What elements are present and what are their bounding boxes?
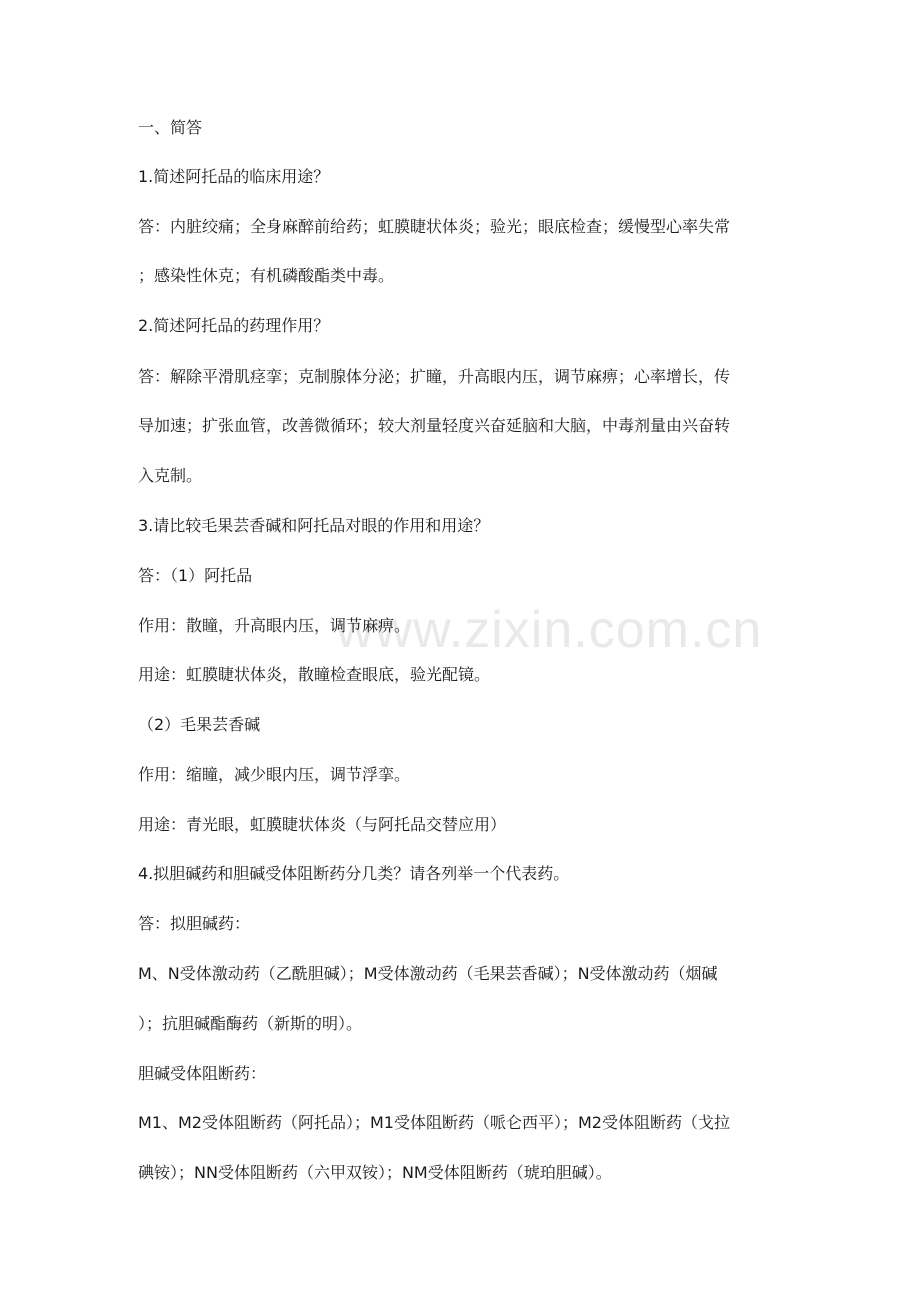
answer-3-pilocarpine: （2）毛果芸香碱 [138, 715, 261, 734]
answer-3-atropine: 答：（1）阿托品 [138, 566, 253, 585]
answer-4-antagonist-heading: 胆碱受体阻断药： [138, 1064, 267, 1083]
answer-2-line-1: 答：解除平滑肌痉挛；克制腺体分泌；扩瞳，升高眼内压，调节麻痹；心率增长，传 [138, 367, 731, 386]
question-1: 1.简述阿托品的临床用途？ [138, 167, 330, 186]
question-2: 2.简述阿托品的药理作用？ [138, 316, 330, 335]
answer-3-pilocarpine-use: 用途：青光眼，虹膜睫状体炎（与阿托品交替应用） [138, 815, 507, 834]
answer-1-line-1: 答：内脏绞痛；全身麻醉前给药；虹膜睫状体炎；验光；眼底检查；缓慢型心率失常 [138, 217, 731, 236]
answer-1-line-2: ；感染性休克；有机磷酸酯类中毒。 [138, 266, 395, 285]
answer-4-cholinergic-heading: 答：拟胆碱药： [138, 914, 251, 933]
answer-3-pilocarpine-effect: 作用：缩瞳，减少眼内压，调节浮挛。 [138, 765, 411, 784]
answer-2-line-3: 入克制。 [138, 466, 203, 485]
answer-2-line-2: 导加速；扩张血管，改善微循环；较大剂量轻度兴奋延脑和大脑，中毒剂量由兴奋转 [138, 416, 731, 435]
answer-3-atropine-use: 用途：虹膜睫状体炎，散瞳检查眼底，验光配镜。 [138, 665, 491, 684]
answer-4-cholinergic-line-2: ）；抗胆碱酯酶药（新斯的明）。 [138, 1014, 363, 1033]
question-3: 3.请比较毛果芸香碱和阿托品对眼的作用和用途？ [138, 516, 490, 535]
answer-4-antagonist-line-2: 碘铵）；NN受体阻断药（六甲双铵）；NM受体阻断药（琥珀胆碱）。 [138, 1163, 612, 1182]
answer-3-atropine-effect: 作用：散瞳，升高眼内压，调节麻痹。 [138, 616, 411, 635]
section-heading: 一、简答 [138, 118, 203, 137]
question-4: 4.拟胆碱药和胆碱受体阻断药分几类？请各列举一个代表药。 [138, 864, 570, 883]
watermark-text: www.zixin.com.cn [336, 601, 763, 659]
answer-4-cholinergic-line-1: M、N受体激动药（乙酰胆碱）；M受体激动药（毛果芸香碱）；N受体激动药（烟碱 [138, 964, 718, 983]
answer-4-antagonist-line-1: M1、M2受体阻断药（阿托品）；M1受体阻断药（哌仑西平）；M2受体阻断药（戈拉 [138, 1113, 730, 1132]
